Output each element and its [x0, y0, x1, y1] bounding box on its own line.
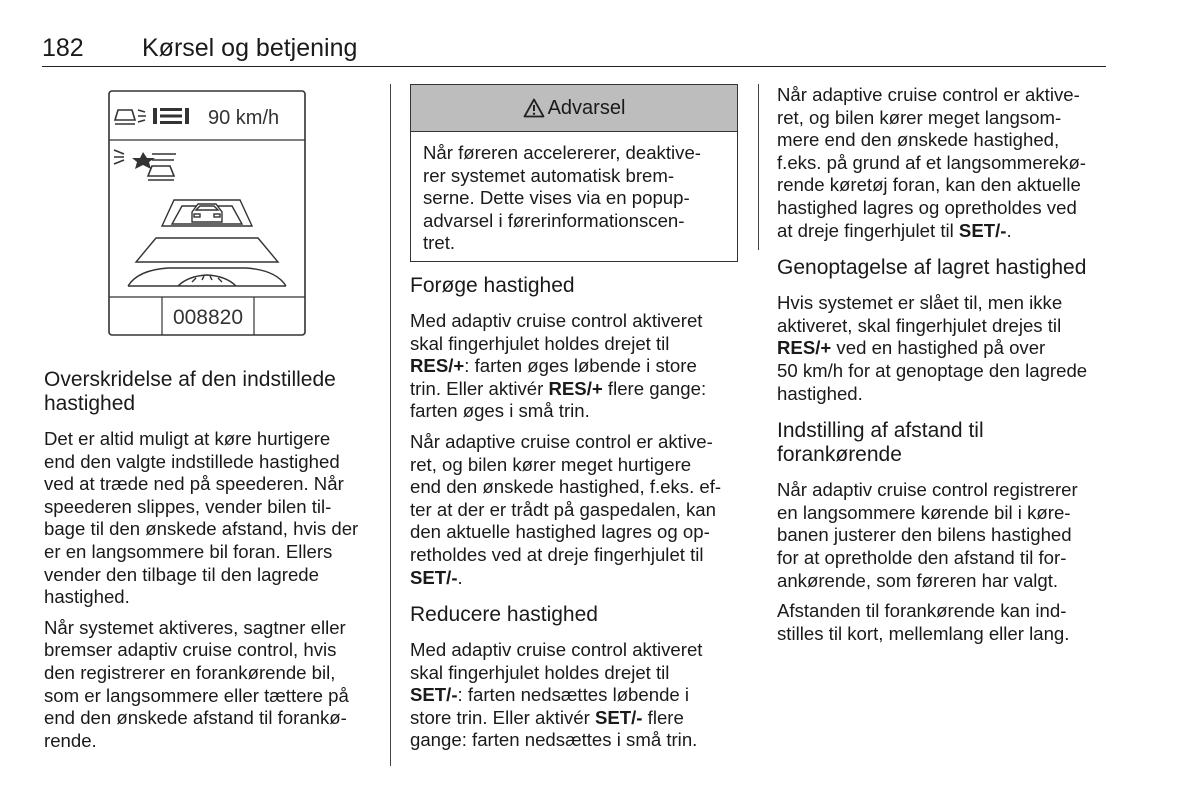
paragraph-afstand-1: Når adaptiv cruise control registrerer en langsommere kørende bil i køre- banen justerer den bilens hastighed for at opretholde den afstand til for- ankørende, som føreren har valgt.: [777, 479, 1078, 591]
warning-box: [410, 84, 738, 262]
paragraph-foroge-2: Når adaptive cruise control er aktive- ret, og bilen kører meget hurtigere end den ønskede hastighed, f.eks. ef- ter at der er trådt på gaspedalen, kan den aktuelle hastighed lagres og op- retholdes ved at dreje fingerhjulet til SET/-.: [410, 430, 722, 588]
heading-overskridelse: Overskridelse af den indstillede hastighed: [44, 368, 336, 415]
paragraph-afstand-2: Afstanden til forankørende kan ind- stilles til kort, mellemlang eller lang.: [777, 600, 1070, 644]
heading-reducere: Reducere hastighed: [410, 603, 598, 627]
paragraph-langsommere: Når adaptive cruise control er aktive- ret, og bilen kører meget langsom- mere end den ønskede hastighed, f.eks. på grund af et langsommerekø- rende køretøj foran, kan den aktuelle hastighed lagres og opretholdes ved at dreje fingerhjulet til SET/-.: [777, 84, 1087, 241]
warning-body: Når føreren accelererer, deaktive- rer systemet automatisk brem- serne. Dette vises via en popup- advarsel i førerinformationscen- tret.: [423, 142, 701, 254]
column-3: [777, 84, 1107, 653]
page-number: 182: [42, 34, 84, 62]
heading-foroge: Forøge hastighed: [410, 273, 575, 297]
page-header: [42, 34, 1106, 67]
paragraph-overskridelse-1: Det er altid muligt at køre hurtigere end den valgte indstillede hastighed ved at træde ned på speederen. Når speederen slippes, vender bilen til- bage til den ønskede afstand, hvis der er en langsommere bil foran. Ellers vender den tilbage til den lagrede hastighed.: [44, 428, 359, 608]
heading-genoptagelse: Genoptagelse af lagret hastighed: [777, 256, 1087, 280]
column-divider-2: [758, 84, 759, 250]
column-2: [410, 84, 738, 760]
paragraph-foroge-1: Med adaptiv cruise control aktiveret skal fingerhjulet holdes drejet til RES/+: farten øges løbende i store trin. Eller aktivér RES/+ flere gange: farten øges i små trin.: [410, 309, 707, 422]
warning-title: Advarsel: [547, 96, 626, 119]
section-title: Kørsel og betjening: [142, 34, 358, 62]
set-speed-readout: 90 km/h: [208, 107, 280, 129]
paragraph-genoptagelse: Hvis systemet er slået til, men ikke aktiveret, skal fingerhjulet drejes til RES/+ ved en hastighed på over 50 km/h for at genoptage den lagrede hastighed.: [777, 292, 1088, 404]
warning-header: [411, 85, 737, 132]
column-1: [44, 84, 362, 760]
heading-afstand: Indstilling af afstand til forankørende: [777, 419, 984, 467]
odometer-readout: 008820: [172, 306, 244, 329]
column-divider-1: [390, 84, 391, 766]
warning-triangle-icon: [523, 98, 545, 118]
paragraph-reducere: Med adaptiv cruise control aktiveret skal fingerhjulet holdes drejet til SET/-: farten nedsættes løbende i store trin. Eller aktivér SET/- flere gange: farten nedsættes i små trin.: [410, 639, 703, 751]
paragraph-overskridelse-2: Når systemet aktiveres, sagtner eller bremser adaptiv cruise control, hvis den registrerer en forankørende bil, som er langsommere eller tættere på end den ønskede afstand til forankø- rende.: [44, 616, 349, 751]
acc-display-illustration: [108, 90, 306, 336]
